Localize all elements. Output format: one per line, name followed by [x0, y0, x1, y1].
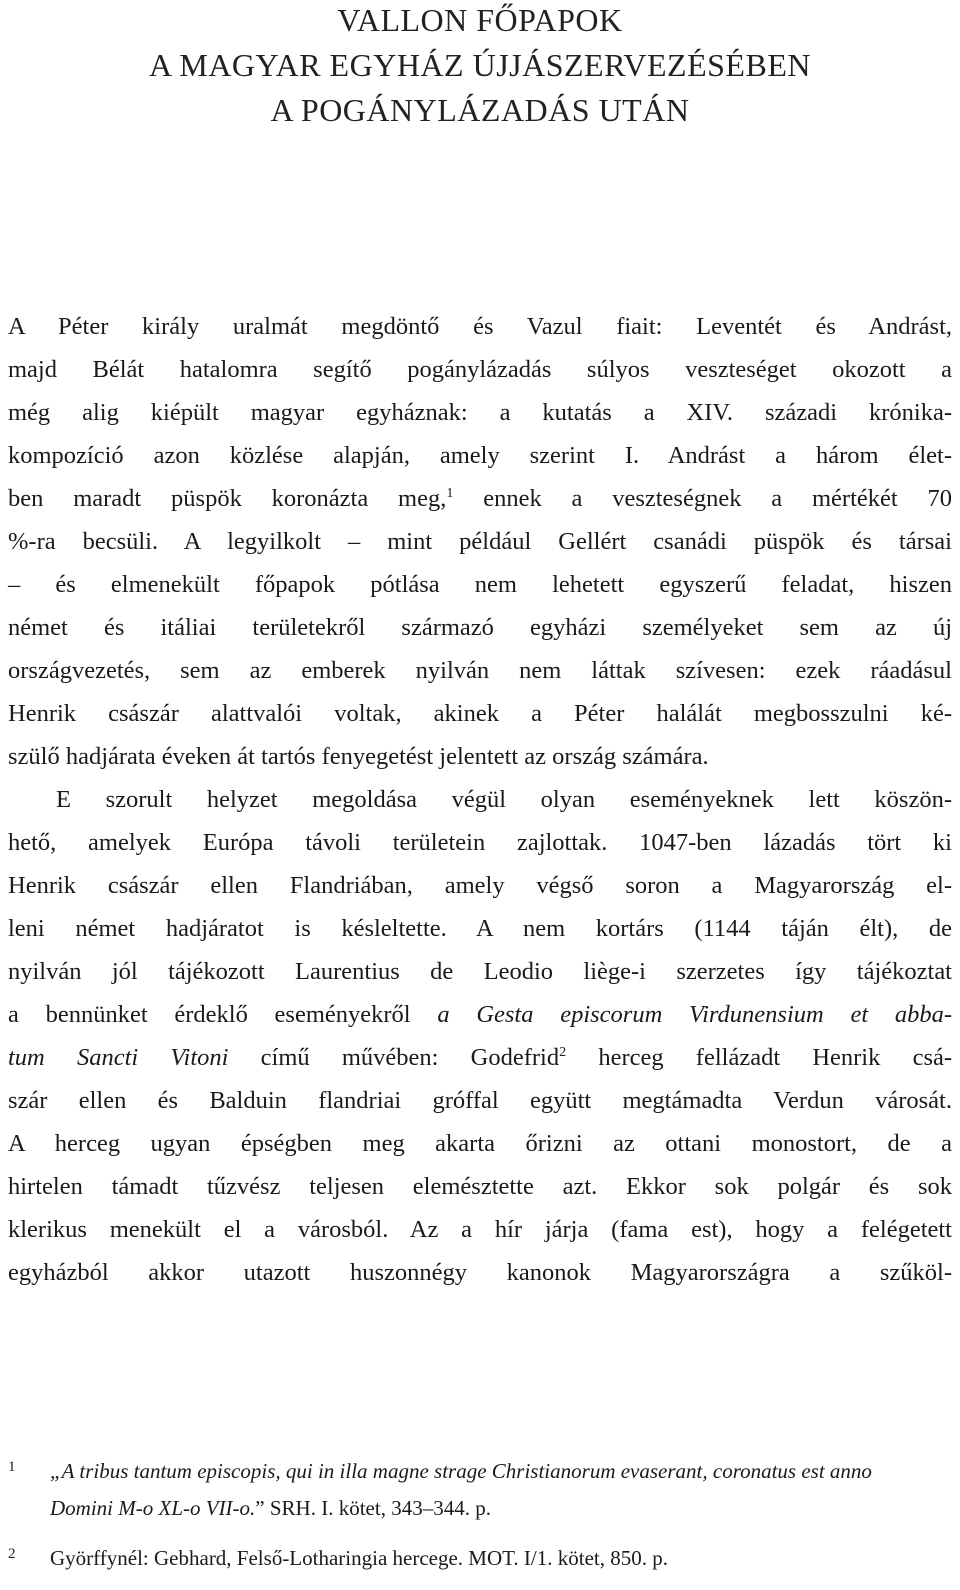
text-segment: ben maradt püspök koronázta meg, — [8, 485, 447, 512]
footnote-number: 1 — [8, 1459, 16, 1475]
text-line: még alig kiépült magyar egyháznak: a kutatás a XIV. századi krónika- — [8, 399, 952, 426]
footnote-ref-2: 2 — [559, 1045, 567, 1060]
text-line: – és elmenekült főpapok pótlása nem lehetett egyszerű feladat, hiszen — [8, 571, 952, 598]
text-line — [8, 477, 952, 520]
text-line — [8, 993, 952, 1036]
footnote-quote: „A tribus tantum episcopis, qui in illa magne strage Christianorum evaserant, coronatus est anno — [50, 1459, 872, 1483]
text-line: E szorult helyzet megoldása végül olyan eseményeknek lett köszön- — [56, 786, 952, 813]
text-line: szülő hadjárata éveken át tartós fenyegetést jelentett az ország számára. — [8, 743, 709, 770]
text-line: Henrik császár ellen Flandriában, amely végső soron a Magyarország el- — [8, 872, 952, 899]
text-line: klerikus menekült el a városból. Az a hír járja (fama est), hogy a felégetett — [8, 1216, 952, 1243]
text-line: nyilván jól tájékozott Laurentius de Leodio liège-i szerzetes így tájékoztat — [8, 958, 952, 985]
italic-title: a Gesta episcorum Virdunensium et abba- — [437, 1001, 953, 1028]
footnote-line — [50, 1453, 952, 1490]
text-line: szár ellen és Balduin flandriai gróffal együtt megtámadta Verdun városát. — [8, 1087, 952, 1114]
text-line: hető, amelyek Európa távoli területein zajlottak. 1047-ben lázadás tört ki — [8, 829, 952, 856]
text-line: országvezetés, sem az emberek nyilván nem láttak szívesen: ezek ráadásul — [8, 657, 952, 684]
footnote-line — [50, 1490, 952, 1527]
body-text — [8, 305, 952, 1294]
text-line: majd Bélát hatalomra segítő pogánylázadás súlyos veszteséget okozott a — [8, 356, 952, 383]
text-line: A herceg ugyan épségben meg akarta őrizni az ottani monostort, de a — [8, 1130, 952, 1157]
text-line: %-ra becsüli. A legyilkolt – mint például Gellért csanádi püspök és társai — [8, 528, 952, 555]
title-line-2: A MAGYAR EGYHÁZ ÚJJÁSZERVEZÉSÉBEN — [149, 47, 811, 83]
text-line: kompozíció azon közlése alapján, amely szerint I. Andrást a három élet- — [8, 442, 952, 469]
text-line: leni német hadjáratot is késleltette. A nem kortárs (1144 táján élt), de — [8, 915, 952, 942]
text-line: német és itáliai területekről származó egyházi személyeket sem az új — [8, 614, 952, 641]
footnote-quote: Domini M-o XL-o VII-o. — [50, 1496, 256, 1520]
footnote-text: Györffynél: Gebhard, Felső-Lotharingia hercege. MOT. I/1. kötet, 850. p. — [50, 1546, 668, 1570]
text-segment: című művében: Godefrid — [228, 1044, 560, 1071]
text-segment: herceg fellázadt Henrik csá- — [566, 1044, 953, 1071]
text-line: egyházból akkor utazott huszonnégy kanonok Magyarországra a szűköl- — [8, 1259, 952, 1286]
footnote-source: ” SRH. I. kötet, 343–344. p. — [255, 1496, 491, 1520]
footnote-number: 2 — [8, 1546, 16, 1562]
title-line-3: A POGÁNYLÁZADÁS UTÁN — [270, 92, 690, 128]
italic-title: tum Sancti Vitoni — [8, 1044, 229, 1071]
text-segment: a bennünket érdeklő eseményekről — [8, 1001, 438, 1028]
text-segment: ennek a veszteségnek a mértékét 70 — [453, 485, 953, 512]
text-line: Henrik császár alattvalói voltak, akinek a Péter halálát megbosszulni ké- — [8, 700, 952, 727]
text-line — [8, 1036, 952, 1079]
text-line: hirtelen támadt tűzvész teljesen elemésztette azt. Ekkor sok polgár és sok — [8, 1173, 952, 1200]
text-line: A Péter király uralmát megdöntő és Vazul fiait: Leventét és Andrást, — [8, 313, 952, 340]
title-line-1: VALLON FŐPAPOK — [337, 2, 623, 38]
footnote-ref-1: 1 — [446, 486, 454, 501]
